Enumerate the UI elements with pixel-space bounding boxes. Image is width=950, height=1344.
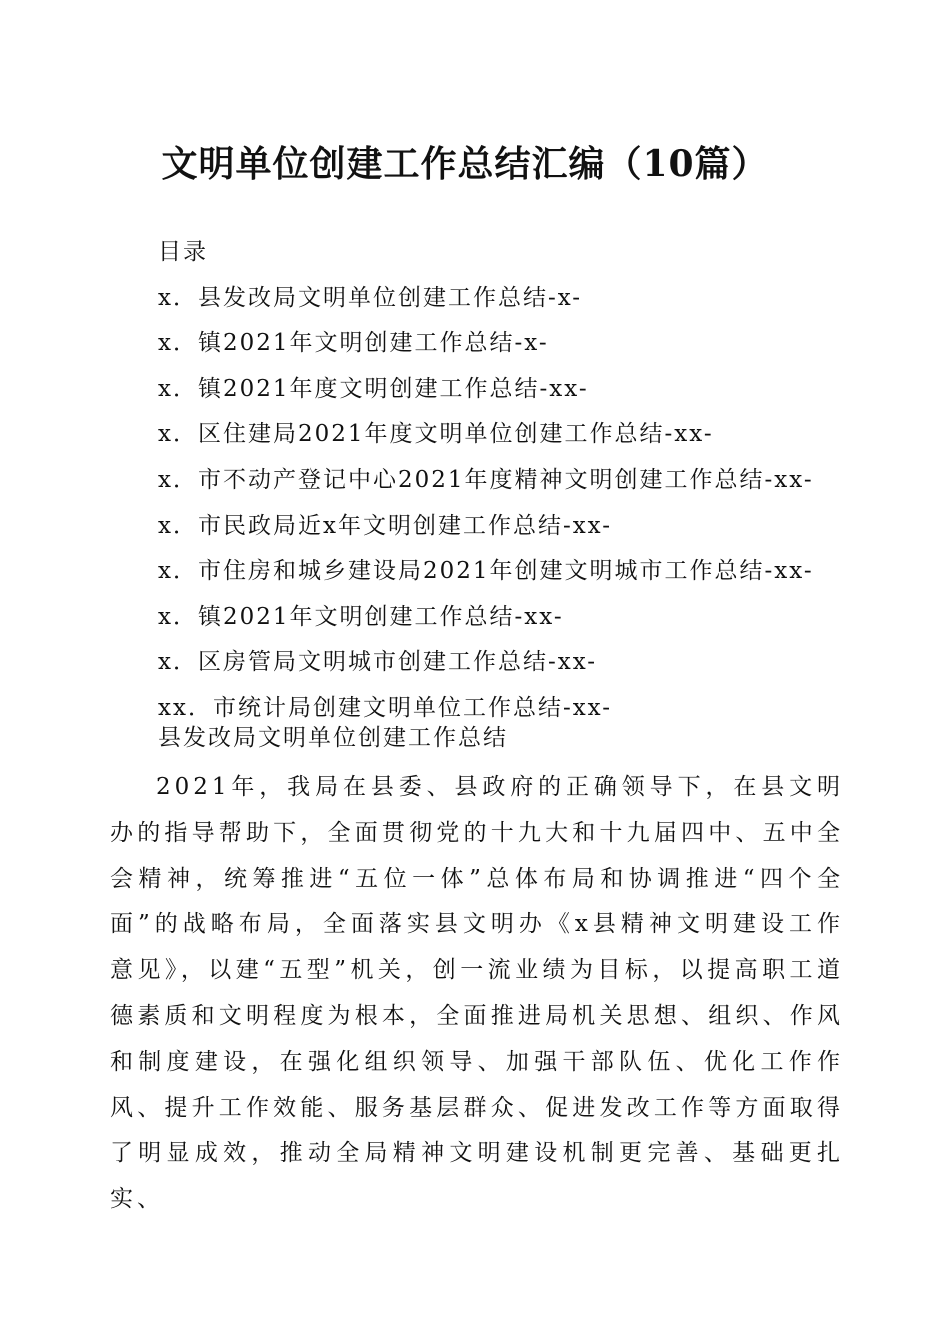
toc-heading: 目录 xyxy=(158,239,208,265)
toc-item: x．市民政局近x年文明创建工作总结-xx- xyxy=(158,512,613,539)
section-heading: 县发改局文明单位创建工作总结 xyxy=(158,725,508,751)
toc-item: x．镇2021年度文明创建工作总结-xx- xyxy=(158,375,589,402)
body-paragraph: 2021年，我局在县委、县政府的正确领导下，在县文明办的指导帮助下，全面贯彻党的十九大和十九届四中、五中全会精神，统筹推进“五位一体”总体布局和协调推进“四个全面”的战略布局，全面落实县文明办《x县精神文明建设工作意见》，以建“五型”机关，创一流业绩为目标，以提高职工道德素质和文明程度为根本，全面推进局机关思想、组织、作风和制度建设，在强化组织领导、加强干部队伍、优化工作作风、提升工作效能、服务基层群众、促进发改工作等方面取得了明显成效，推动全局精神文明建设机制更完善、基础更扎实、 xyxy=(110,774,844,1213)
toc-item: x．区住建局2021年度文明单位创建工作总结-xx- xyxy=(158,421,714,448)
toc-item: x．县发改局文明单位创建工作总结-x- xyxy=(158,284,583,311)
table-of-contents xyxy=(158,232,898,734)
toc-item: x．镇2021年文明创建工作总结-xx- xyxy=(158,603,564,630)
toc-item: x．镇2021年文明创建工作总结-x- xyxy=(158,330,549,357)
toc-item: x．市住房和城乡建设局2021年创建文明城市工作总结-xx- xyxy=(158,558,814,585)
document-title: 文明单位创建工作总结汇编（10篇） xyxy=(161,143,769,185)
toc-item: x．市不动产登记中心2021年度精神文明创建工作总结-xx- xyxy=(158,466,814,493)
toc-item: xx．市统计局创建文明单位工作总结-xx- xyxy=(158,694,613,721)
toc-item: x．区房管局文明城市创建工作总结-xx- xyxy=(158,649,598,676)
